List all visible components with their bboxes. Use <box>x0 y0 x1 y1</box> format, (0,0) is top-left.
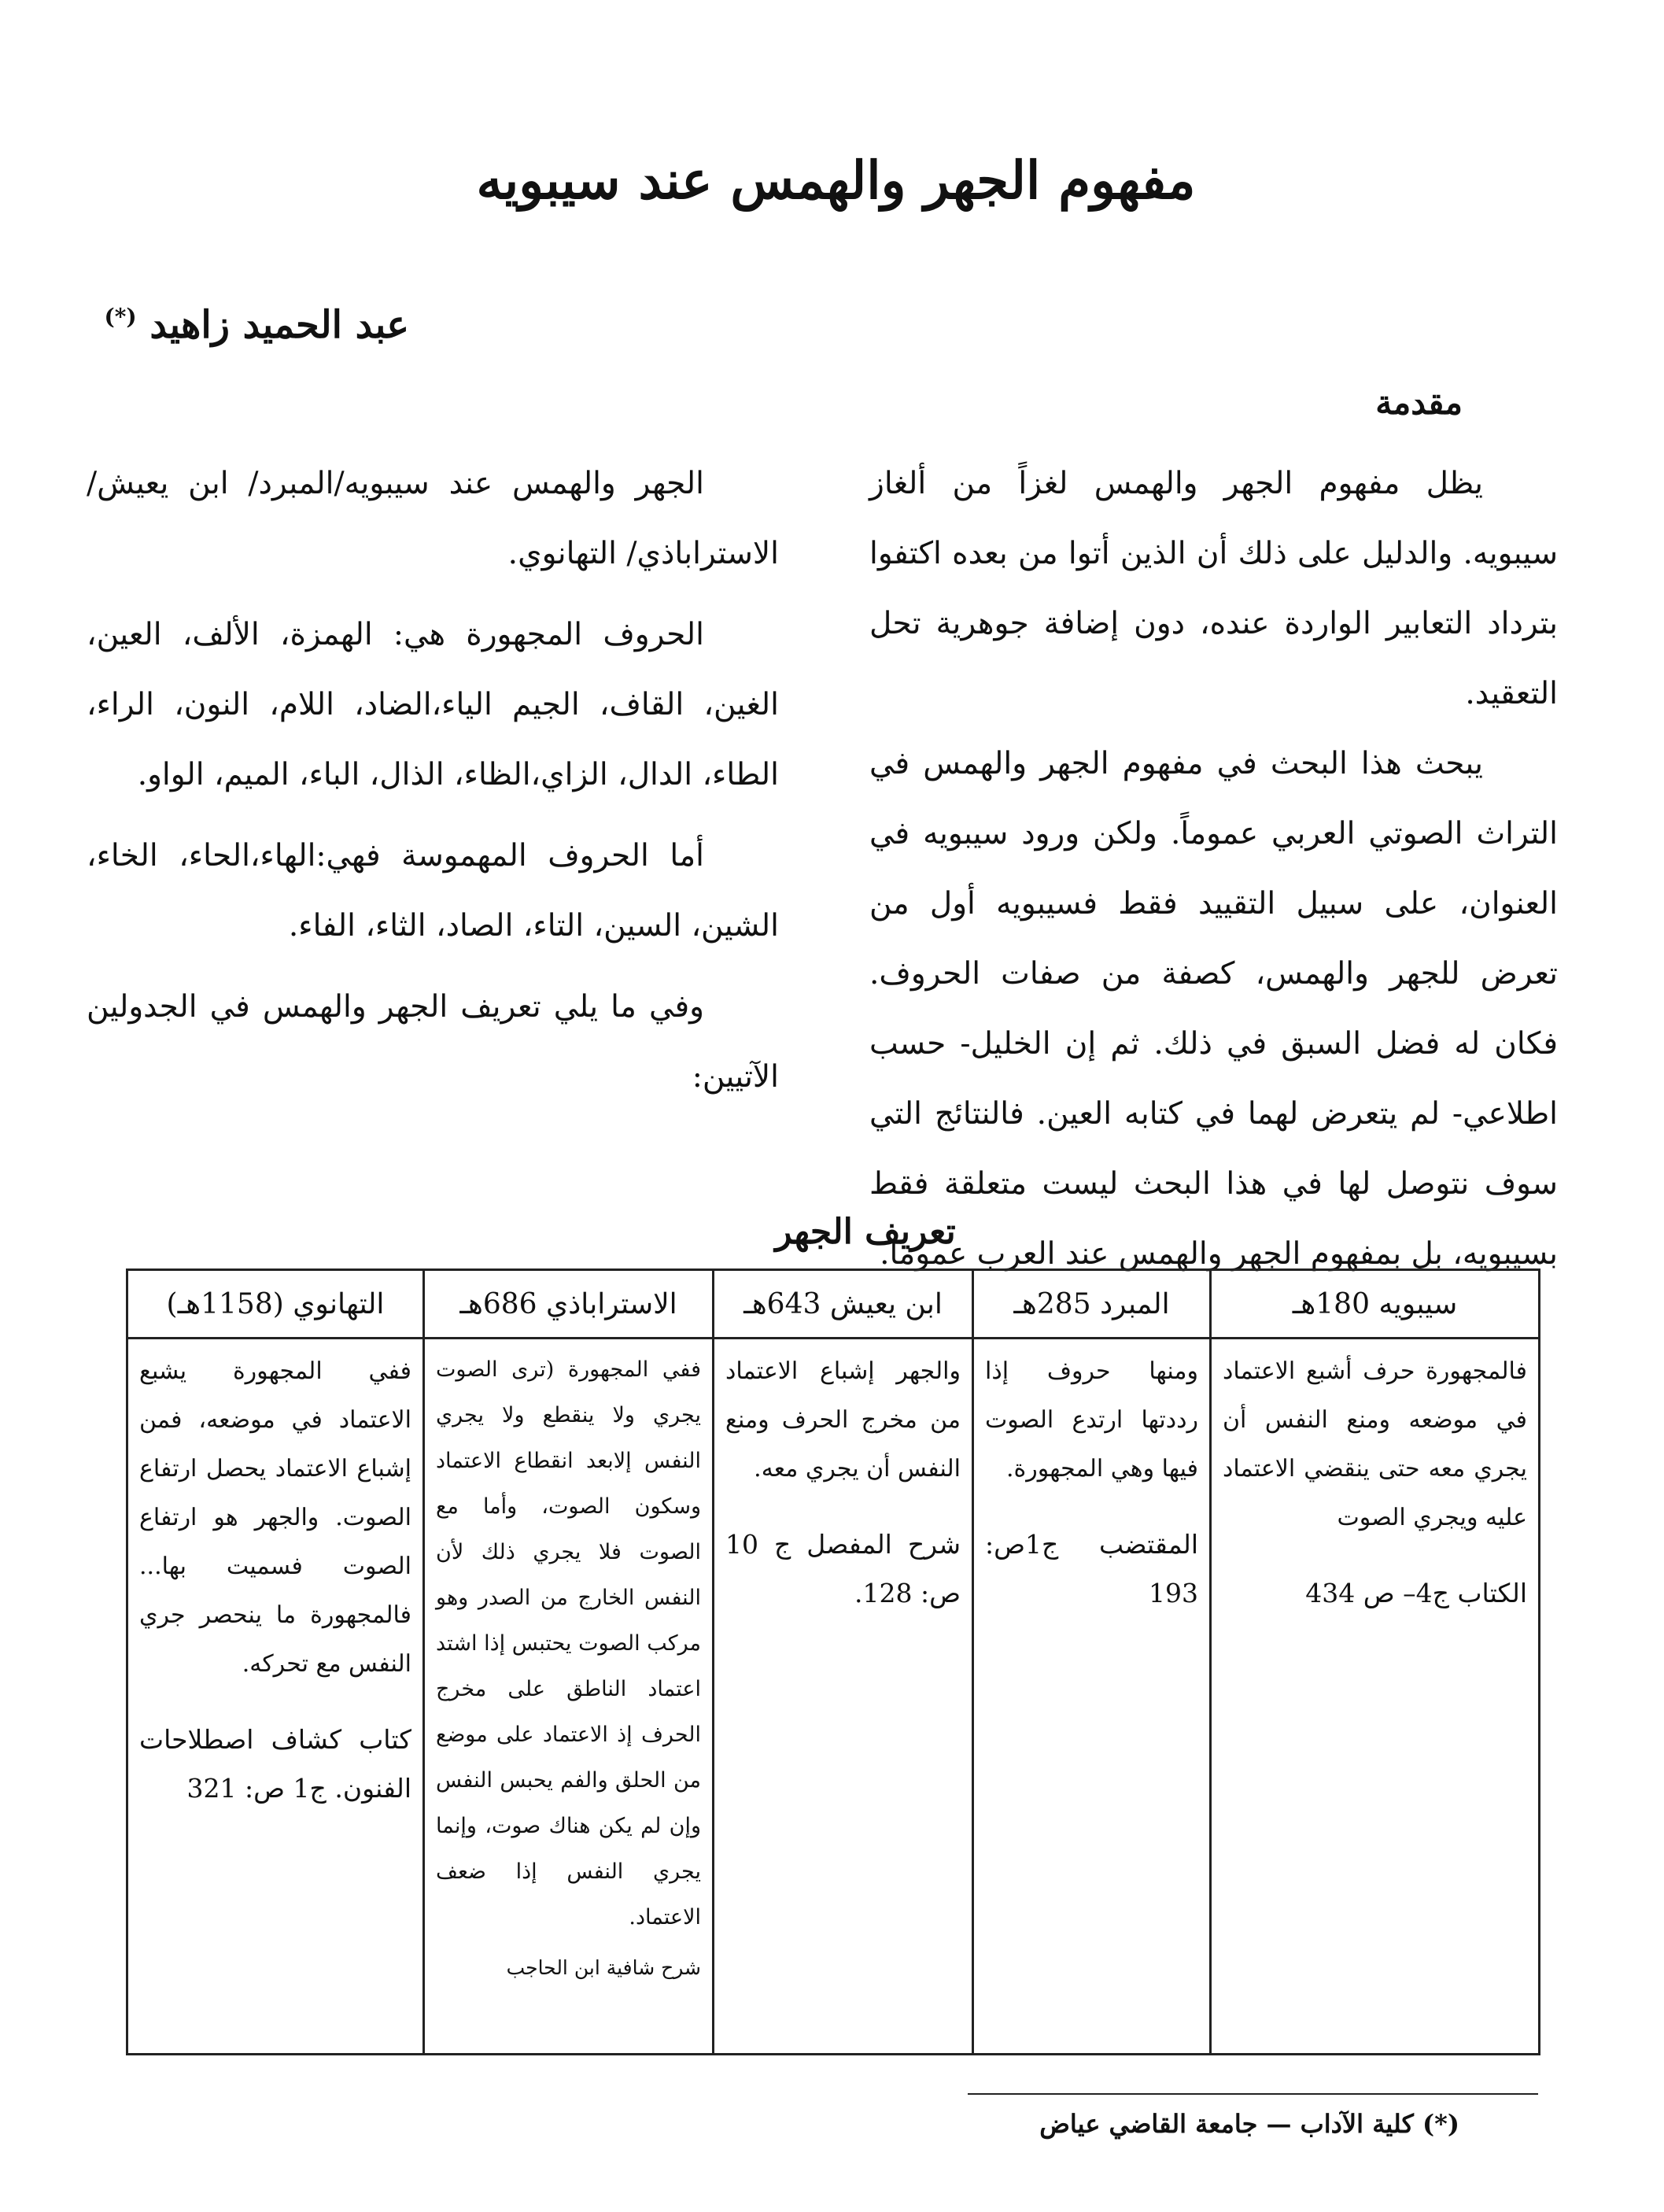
definition-source: الكتاب ج4– ص 434 <box>1305 1578 1527 1608</box>
definition-text: ففي المجهورة (ترى الصوت يجري ولا ينقطع ولا يجري النفس إلابعد انقطاع الاعتماد وسكون الصوت، وأما مع الصوت فلا يجري ذلك لأن النفس الخارج من الصدر وهو مركب الصوت يحتبس إذا اشتد اعتماد الناطق على مخرج الحرف إذ الاعتماد على موضع من الحلق والفم يحبس النفس وإن لم يكن هناك صوت، وإنما يجري النفس إذا ضعف الاعتماد. <box>436 1357 701 1929</box>
definition-source: المقتضب ج1ص: 193 <box>985 1529 1198 1608</box>
header-ibn-yaish: ابن يعيش 643هـ <box>714 1270 973 1339</box>
definition-source: كتاب كشاف اصطلاحات الفنون. ج1 ص: 321 <box>139 1724 411 1804</box>
header-sibawayh: سيبويه 180هـ <box>1211 1270 1540 1339</box>
author-footnote-mark: (*) <box>104 304 137 330</box>
header-tahanawi: التهانوي (1158هـ) <box>127 1270 424 1339</box>
definition-text: فالمجهورة حرف أشبع الاعتماد في موضعه ومنع النفس أن يجري معه حتى ينقضي الاعتماد عليه ويجري الصوت <box>1223 1357 1527 1531</box>
definition-text: ففي المجهورة يشبع الاعتماد في موضعه، فمن إشباع الاعتماد يحصل ارتفاع الصوت. والجهر هو ارتفاع الصوت فسميت بها... فالمجهورة ما ينحصر جري النفس مع تحركه. <box>139 1357 411 1678</box>
right-paragraph-2: يبحث هذا البحث في مفهوم الجهر والهمس في التراث الصوتي العربي عموماً. ولكن ورود سيبويه في العنوان، على سبيل التقييد فقط فسيبويه أول من تعرض للجهر والهمس، كصفة من صفات الحروف. فكان له فضل السبق في ذلك. ثم إن الخليل- حسب اطلاعي- لم يتعرض لهما في كتابه العين. فالنتائج التي سوف نتوصل لها في هذا البحث ليست متعلقة فقط بسيبويه، بل بمفهوم الجهر والهمس عند العرب عموما. <box>869 746 1558 1272</box>
table-row <box>127 1339 1540 2055</box>
definition-table <box>126 1268 1540 2055</box>
left-paragraph-4: وفي ما يلي تعريف الجهر والهمس في الجدولين الآتيين: <box>87 989 779 1095</box>
cell-astarabadhi <box>424 1339 714 2055</box>
table-title: تعريف الجهر <box>775 1212 956 1252</box>
definition-text: ومنها حروف إذا رددتها ارتدع الصوت فيها وهي المجهورة. <box>985 1357 1198 1483</box>
cell-ibn-yaish <box>714 1339 973 2055</box>
header-astarabadhi: الاستراباذي 686هـ <box>424 1270 714 1339</box>
definition-source: شرح المفصل ج 10 ص: 128. <box>725 1529 961 1608</box>
cell-tahanawi <box>127 1339 424 2055</box>
footnote-divider <box>968 2093 1538 2095</box>
cell-sibawayh <box>1211 1339 1540 2055</box>
author-name: عبد الحميد زاهيد <box>149 303 409 347</box>
left-paragraph-1: الجهر والهمس عند سيبويه/المبرد/ ابن يعيش/ الاستراباذي/ التهانوي. <box>87 466 779 571</box>
author-line <box>105 303 409 347</box>
definition-source: شرح شافية ابن الحاجب <box>506 1956 701 1979</box>
right-column <box>869 449 1558 1289</box>
left-paragraph-2: الحروف المجهورة هي: الهمزة، الألف، العين، الغين، القاف، الجيم الياء،الضاد، اللام، النون، الراء، الطاء، الدال، الزاي،الظاء، الذال، الباء، الميم، الواو. <box>87 617 779 792</box>
definition-text: والجهر إشباع الاعتماد من مخرج الحرف ومنع النفس أن يجري معه. <box>725 1357 961 1483</box>
footnote: (*) كلية الآداب — جامعة القاضي عياض <box>1039 2109 1459 2139</box>
cell-mubarrad <box>973 1339 1211 2055</box>
intro-heading: مقدمة <box>1375 383 1463 422</box>
header-mubarrad: المبرد 285هـ <box>973 1270 1211 1339</box>
left-column <box>87 449 779 1112</box>
left-paragraph-3: أما الحروف المهموسة فهي:الهاء،الحاء، الخاء، الشين، السين، التاء، الصاد، الثاء، الفاء. <box>87 838 779 944</box>
paper-title: مفهوم الجهر والهمس عند سيبويه <box>476 150 1196 211</box>
right-paragraph-1: يظل مفهوم الجهر والهمس لغزاً من ألغاز سيبويه. والدليل على ذلك أن الذين أتوا من بعده اكتفوا بترداد التعابير الواردة عنده، دون إضافة جوهرية تحل التعقيد. <box>869 466 1558 711</box>
table-header-row <box>127 1270 1540 1339</box>
